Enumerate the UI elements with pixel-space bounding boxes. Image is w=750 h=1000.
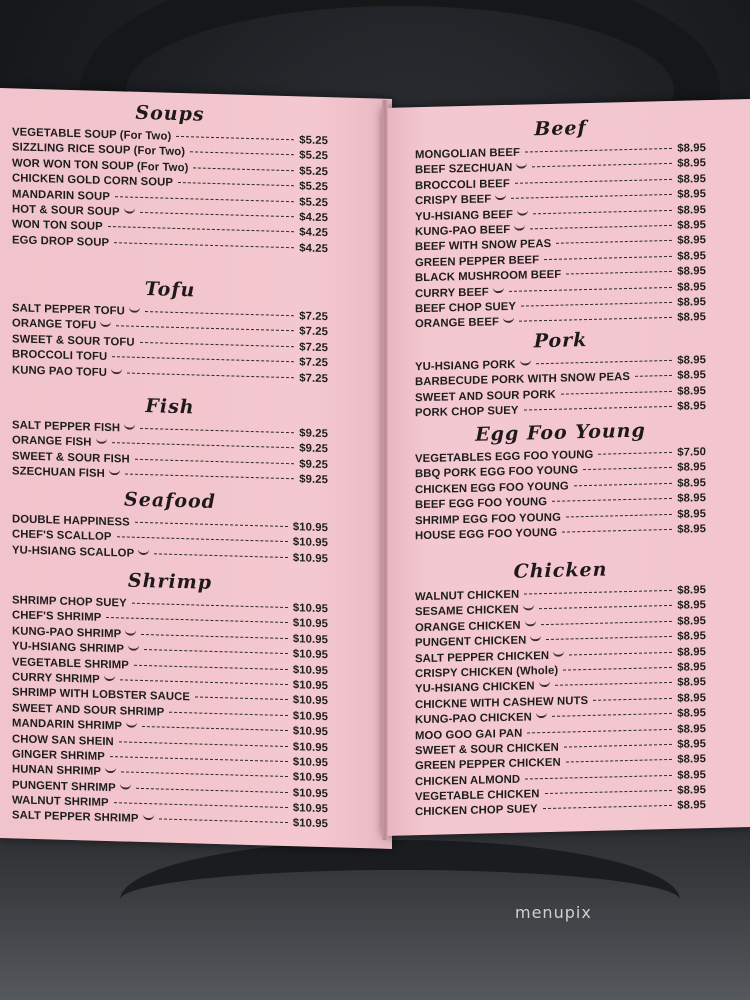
chili-pepper-icon — [516, 162, 527, 169]
menu-item-price: $8.95 — [677, 265, 706, 278]
menu-item-price: $10.95 — [292, 602, 328, 616]
dot-leader — [509, 286, 672, 291]
menu-section-tofu — [0, 274, 392, 390]
menu-spine — [382, 100, 388, 840]
dot-leader — [583, 467, 672, 470]
menu-section-pork — [383, 325, 750, 424]
menu-item-price: $7.25 — [299, 325, 328, 339]
menu-item-name: MANDARIN SOUP — [12, 187, 110, 203]
menu-item-name: PORK CHOP SUEY — [415, 404, 519, 420]
chili-pepper-icon — [520, 358, 531, 365]
dot-leader — [564, 744, 672, 748]
dot-leader — [141, 634, 288, 639]
menu-item-price: $10.95 — [292, 771, 328, 785]
dot-leader — [140, 428, 294, 433]
dot-leader — [195, 697, 288, 701]
menu-item-price: $8.95 — [677, 691, 706, 705]
menu-section-beef — [383, 113, 750, 335]
chili-pepper-icon — [100, 320, 111, 327]
menu-item-price: $5.25 — [299, 149, 328, 163]
menu-item-price: $8.95 — [677, 142, 706, 155]
chili-pepper-icon — [105, 766, 116, 773]
dot-leader — [114, 242, 294, 248]
menu-item-price: $7.25 — [299, 341, 328, 354]
menu-item-price: $9.25 — [299, 473, 328, 487]
dot-leader — [562, 529, 672, 533]
section-title: Seafood — [124, 488, 216, 514]
menu-item-name: BROCCOLI TOFU — [12, 348, 108, 364]
chili-pepper-icon — [104, 674, 115, 681]
menu-item-price: $8.95 — [677, 753, 706, 767]
dot-leader — [530, 225, 672, 229]
menu-item-name: ORANGE BEEF — [415, 316, 499, 331]
dot-leader — [135, 522, 288, 527]
menu-item-name: BBQ PORK EGG FOO YOUNG — [415, 464, 579, 481]
menu-item-price: $8.95 — [677, 476, 706, 490]
menu-item-price: $8.95 — [677, 799, 706, 813]
dot-leader — [142, 726, 288, 731]
dot-leader — [546, 636, 672, 640]
menu-item-name: SALT PEPPER SHRIMP — [12, 809, 139, 826]
menu-item-price: $10.95 — [292, 632, 328, 646]
chili-pepper-icon — [536, 711, 547, 718]
chili-pepper-icon — [517, 208, 528, 215]
section-title: Beef — [534, 117, 587, 141]
dot-leader — [108, 226, 294, 232]
menu-item-name: WOR WON TON SOUP (For Two) — [12, 157, 189, 175]
chili-pepper-icon — [96, 437, 107, 444]
menu-item-price: $8.95 — [677, 599, 706, 613]
menu-item-name: MONGOLIAN BEEF — [415, 146, 520, 162]
chili-pepper-icon — [124, 206, 135, 213]
menu-item-price: $8.95 — [677, 676, 706, 690]
menu-item-price: $5.25 — [299, 195, 328, 209]
menu-item-price: $10.95 — [292, 709, 328, 723]
menu-item-price: $10.95 — [292, 786, 328, 800]
menu-item-price: $8.95 — [677, 296, 706, 309]
menu-item-name: CHEF'S SHRIMP — [12, 609, 102, 625]
menu-item-price: $5.25 — [299, 165, 328, 178]
chili-pepper-icon — [514, 223, 525, 230]
menu-section-soups — [0, 98, 392, 260]
menu-item-price: $8.95 — [677, 768, 706, 782]
menu-item-price: $7.25 — [299, 356, 328, 370]
dot-leader — [511, 194, 672, 199]
menu-item-name: SIZZLING RICE SOUP (For Two) — [12, 141, 186, 159]
dot-leader — [135, 459, 294, 464]
menu-item-name: SHRIMP CHOP SUEY — [12, 594, 127, 610]
menu-item-name: PUNGENT SHRIMP — [12, 779, 116, 794]
dot-leader — [635, 375, 672, 377]
menu-item-price: $10.95 — [292, 536, 328, 550]
chili-pepper-icon — [124, 422, 135, 429]
dot-leader — [112, 443, 295, 449]
dot-leader — [544, 256, 672, 260]
section-title: Shrimp — [127, 569, 213, 594]
menu-item-price: $8.95 — [677, 219, 706, 232]
dot-leader — [144, 649, 288, 654]
menu-item-price: $8.95 — [677, 738, 706, 751]
menu-section-fish — [0, 391, 392, 492]
chili-pepper-icon — [553, 649, 564, 656]
chili-pepper-icon — [125, 628, 136, 635]
dot-leader — [525, 148, 672, 153]
menu-item-name: YU-HSIANG PORK — [415, 358, 516, 374]
menu-item-name: YU-HSIANG CHICKEN — [415, 680, 535, 696]
dot-leader — [116, 326, 294, 332]
menu-item-price: $10.95 — [292, 551, 328, 565]
menu-item-name: WON TON SOUP — [12, 218, 103, 234]
menu-item-price: $4.25 — [299, 211, 328, 225]
menu-item-name: EGG DROP SOUP — [12, 234, 110, 249]
menu-item-name: BEEF CHOP SUEY — [415, 300, 517, 316]
menu-item-name: CRISPY CHICKEN (Whole) — [415, 664, 559, 681]
menu-item-name: CHICKEN CHOP SUEY — [415, 803, 538, 819]
menu-item-name: SALT PEPPER TOFU — [12, 302, 125, 318]
watermark-logo: menupix — [515, 903, 592, 922]
menu-item-name: ORANGE TOFU — [12, 317, 97, 333]
menu-item-price: $8.95 — [677, 157, 706, 171]
menu-item-name: SESAME CHICKEN — [415, 604, 519, 619]
menu-item-name: BROCCOLI BEEF — [415, 177, 510, 192]
menu-page-right — [383, 99, 750, 836]
dot-leader — [193, 167, 294, 171]
menu-item-price: $8.95 — [677, 784, 706, 797]
menu-item-name: VEGETABLE SOUP (For Two) — [12, 126, 172, 143]
menu-item-name: CHICKEN GOLD CORN SOUP — [12, 172, 173, 190]
menu-item-price: $7.25 — [299, 310, 328, 324]
chili-pepper-icon — [138, 548, 149, 555]
menu-item-name: KUNG-PAO SHRIMP — [12, 625, 122, 641]
dot-leader — [115, 196, 294, 202]
menu-item-price: $8.95 — [677, 707, 706, 720]
menu-section-chicken — [383, 555, 750, 823]
dot-leader — [145, 311, 294, 316]
menu-item-price: $8.95 — [677, 492, 706, 505]
dot-leader — [569, 651, 672, 655]
dot-leader — [154, 553, 288, 558]
dot-leader — [561, 391, 672, 395]
menu-section-shrimp — [0, 566, 392, 836]
menu-item-price: $10.95 — [292, 817, 328, 831]
menu-item-name: CURRY BEEF — [415, 285, 489, 300]
dot-leader — [556, 240, 672, 244]
menu-item-name: GREEN PEPPER CHICKEN — [415, 756, 561, 773]
menu-item-name: MOO GOO GAI PAN — [415, 727, 523, 742]
menu-item-price: $10.95 — [292, 679, 328, 693]
dot-leader — [106, 617, 287, 623]
menu-item-name: CHICKNE WITH CASHEW NUTS — [415, 694, 589, 711]
section-title: Pork — [533, 329, 588, 353]
dot-leader — [127, 372, 294, 378]
chili-pepper-icon — [128, 644, 139, 651]
section-title: Egg Foo Young — [475, 419, 646, 446]
section-title: Chicken — [513, 558, 608, 583]
chili-pepper-icon — [495, 193, 506, 200]
menu-item-price: $8.95 — [677, 661, 706, 674]
chili-pepper-icon — [109, 468, 120, 475]
menu-item-name: VEGETABLE CHICKEN — [415, 788, 540, 804]
dot-leader — [515, 179, 672, 184]
menu-item-name: YU-HSIANG SCALLOP — [12, 544, 135, 560]
menu-item-price: $9.25 — [299, 427, 328, 441]
menu-item-name: GREEN PEPPER BEEF — [415, 253, 540, 269]
dot-leader — [598, 452, 672, 455]
dot-leader — [552, 713, 672, 717]
menu-item-name: DOUBLE HAPPINESS — [12, 513, 130, 529]
menu-item-name: VEGETABLE SHRIMP — [12, 655, 129, 672]
dot-leader — [532, 163, 672, 167]
menu-item-name: HOT & SOUR SOUP — [12, 203, 120, 219]
menu-item-price: $8.95 — [677, 280, 706, 294]
dot-leader — [566, 759, 672, 763]
menu-item-price: $10.95 — [292, 663, 328, 677]
menu-item-price: $8.95 — [677, 614, 706, 628]
menu-item-name: YU-HSIANG BEEF — [415, 208, 514, 223]
dot-leader — [519, 317, 672, 322]
menu-item-name: CHOW SAN SHEIN — [12, 732, 114, 748]
menu-item-name: SHRIMP WITH LOBSTER SAUCE — [12, 686, 191, 704]
chili-pepper-icon — [111, 367, 122, 374]
menu-item-price: $10.95 — [292, 521, 328, 535]
dot-leader — [121, 772, 288, 778]
dot-leader — [563, 667, 672, 671]
menu-item-price: $10.95 — [292, 756, 328, 770]
dot-leader — [536, 360, 673, 364]
dot-leader — [539, 605, 673, 609]
menu-item-name: YU-HSIANG SHRIMP — [12, 640, 125, 656]
menu-item-price: $10.95 — [292, 617, 328, 631]
dot-leader — [574, 483, 672, 486]
menu-section-seafood — [0, 485, 392, 570]
chili-pepper-icon — [503, 316, 514, 323]
menu-item-price: $8.95 — [677, 507, 706, 521]
menu-item-name: VEGETABLES EGG FOO YOUNG — [415, 448, 594, 466]
chili-pepper-icon — [129, 306, 140, 313]
menu-item-name: BARBECUDE PORK WITH SNOW PEAS — [415, 371, 631, 389]
dot-leader — [566, 513, 672, 517]
dot-leader — [140, 342, 295, 347]
menu-item-price: $9.25 — [299, 458, 328, 471]
dot-leader — [119, 741, 288, 747]
menu-item-price: $8.95 — [677, 234, 706, 248]
menu-item-price: $8.95 — [677, 630, 706, 643]
menu-item-price: $10.95 — [292, 740, 328, 754]
dot-leader — [545, 790, 673, 794]
menu-page-left — [0, 88, 392, 849]
menu-item-price: $9.25 — [299, 442, 328, 456]
menu-item-name: KUNG PAO TOFU — [12, 363, 108, 379]
menu-item-price: $4.25 — [299, 226, 328, 240]
menu-item-price: $8.95 — [677, 311, 706, 325]
dot-leader — [134, 664, 288, 669]
dot-leader — [120, 679, 288, 685]
menu-item-name: KUNG-PAO CHICKEN — [415, 711, 532, 727]
dot-leader — [533, 209, 672, 213]
dot-leader — [525, 775, 672, 780]
menu-item-name: KUNG-PAO BEEF — [415, 223, 511, 239]
chili-pepper-icon — [126, 721, 137, 728]
menu-item-price: $8.95 — [677, 523, 706, 536]
chili-pepper-icon — [525, 619, 536, 626]
menu-item-name: BLACK MUSHROOM BEEF — [415, 268, 562, 285]
menu-item-name: BEEF SZECHUAN — [415, 162, 513, 177]
dot-leader — [521, 302, 672, 307]
dot-leader — [112, 356, 294, 362]
menu-item-name: WALNUT CHICKEN — [415, 588, 520, 604]
menu-item-name: CHICKEN ALMOND — [415, 773, 521, 788]
menu-item-price: $5.25 — [299, 134, 328, 148]
menu-item-price: $8.95 — [677, 645, 706, 659]
menu-item-name: WALNUT SHRIMP — [12, 794, 109, 810]
menu-item-price: $8.95 — [677, 722, 706, 736]
menu-item-price: $7.25 — [299, 371, 328, 385]
menu-item-name: SWEET & SOUR TOFU — [12, 333, 135, 349]
dot-leader — [190, 152, 294, 156]
menu-item-name: ORANGE FISH — [12, 434, 92, 449]
dot-leader — [140, 212, 295, 217]
menu-item-name: SWEET & SOUR FISH — [12, 450, 130, 466]
dot-leader — [543, 805, 673, 809]
dot-leader — [527, 728, 672, 733]
menu-item-name: SWEET & SOUR CHICKEN — [415, 741, 559, 758]
menu-item-name: HOUSE EGG FOO YOUNG — [415, 526, 558, 543]
chili-pepper-icon — [530, 634, 541, 641]
menu-item-price: $8.95 — [677, 400, 706, 413]
menu-item-name: CHICKEN EGG FOO YOUNG — [415, 480, 569, 496]
menu-item-name: BEEF EGG FOO YOUNG — [415, 496, 548, 512]
menu-item-name: CURRY SHRIMP — [12, 671, 100, 686]
menu-item-price: $8.95 — [677, 369, 706, 383]
chili-pepper-icon — [143, 813, 154, 820]
dot-leader — [114, 802, 288, 808]
menu-item-price: $8.95 — [677, 249, 706, 263]
menu-item-price: $10.95 — [292, 725, 328, 739]
section-title: Soups — [135, 101, 205, 126]
menu-item-price: $8.95 — [677, 584, 706, 597]
menu-item-name: CHEF'S SCALLOP — [12, 528, 112, 544]
menu-item-price: $8.95 — [677, 461, 706, 475]
menu-item-name: MANDARIN SHRIMP — [12, 717, 123, 733]
menu-item-name: SZECHUAN FISH — [12, 465, 105, 481]
dashboard-ridge — [120, 840, 680, 960]
menu-item-name: SWEET AND SOUR PORK — [415, 388, 556, 404]
menu-item-name: SALT PEPPER CHICKEN — [415, 649, 550, 665]
dot-leader — [178, 182, 294, 186]
menu-item-price: $8.95 — [677, 354, 706, 367]
menu-item-name: SALT PEPPER FISH — [12, 419, 121, 435]
menu-item-name: CRISPY BEEF — [415, 193, 492, 208]
chili-pepper-icon — [493, 286, 504, 293]
menu-item-price: $8.95 — [677, 188, 706, 201]
dot-leader — [110, 756, 288, 762]
dot-leader — [125, 474, 294, 480]
menu-item-name: HUNAN SHRIMP — [12, 763, 102, 779]
chili-pepper-icon — [120, 782, 131, 789]
chili-pepper-icon — [523, 604, 534, 611]
menu-item-price: $8.95 — [677, 384, 706, 398]
menu-item-price: $8.95 — [677, 172, 706, 186]
dot-leader — [176, 136, 294, 140]
menu-item-price: $8.95 — [677, 203, 706, 217]
menu-item-price: $4.25 — [299, 242, 328, 255]
dot-leader — [132, 603, 288, 608]
dot-leader — [555, 682, 673, 686]
menu-item-name: ORANGE CHICKEN — [415, 619, 521, 634]
dot-leader — [136, 787, 288, 792]
menu-item-price: $10.95 — [292, 802, 328, 816]
dot-leader — [593, 698, 672, 701]
dot-leader — [566, 271, 672, 275]
menu-item-name: SHRIMP EGG FOO YOUNG — [415, 511, 561, 527]
section-title: Tofu — [144, 278, 196, 302]
dot-leader — [552, 498, 672, 502]
menu-item-price: $5.25 — [299, 180, 328, 194]
dot-leader — [524, 590, 672, 595]
menu-item-price: $10.95 — [292, 694, 328, 708]
section-title: Fish — [145, 395, 195, 419]
dot-leader — [524, 406, 673, 411]
menu-section-egg-foo-young — [383, 417, 750, 546]
dot-leader — [159, 819, 288, 824]
menu-item-name: GINGER SHRIMP — [12, 748, 105, 763]
menu-item-name: PUNGENT CHICKEN — [415, 634, 527, 650]
menu-item-name: SWEET AND SOUR SHRIMP — [12, 702, 165, 719]
dot-leader — [169, 711, 288, 715]
menu-item-price: $7.50 — [677, 446, 706, 459]
menu-item-price: $10.95 — [292, 648, 328, 662]
dot-leader — [117, 537, 288, 543]
menu-item-name: BEEF WITH SNOW PEAS — [415, 238, 552, 254]
chili-pepper-icon — [539, 680, 550, 687]
dot-leader — [541, 621, 673, 625]
